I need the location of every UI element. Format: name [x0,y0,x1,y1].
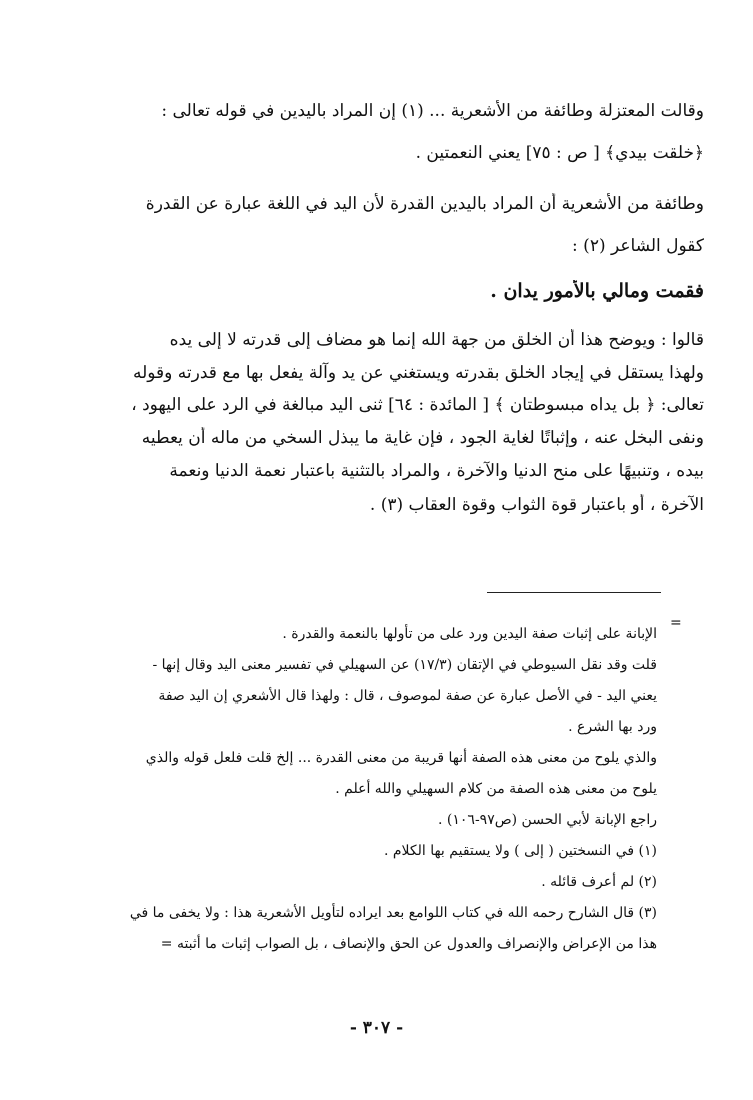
poetry-verse: فقمت ومالي بالأمور يدان . [490,280,704,302]
footnote-line: راجع الإبانة لأبي الحسن (ص٩٧-١٠٦) . [438,812,657,828]
text-line: ولهذا يستقل في إيجاد الخلق بقدرته ويستغني عن يد وآلة يفعل بها مع قدرته وقوله [132,363,704,383]
footnote-line: الإبانة على إثبات صفة اليدين ورد على من تأولها بالنعمة والقدرة . [282,626,657,642]
page-number: - ٣٠٧ - [349,1018,404,1038]
text-line: وقالت المعتزلة وطائفة من الأشعرية ... (١) إن المراد باليدين في قوله تعالى : [161,101,704,121]
text-line: تعالى: ﴿ بل يداه مبسوطتان ﴾ [ المائدة : ٦٤] ثنى اليد مبالغة في الرد على اليهود ، [131,395,704,415]
footnote-1: (١) في النسختين ( إلى ) ولا يستقيم بها الكلام . [383,843,657,859]
text-line: قالوا : ويوضح هذا أن الخلق من جهة الله إنما هو مضاف إلى قدرته لا إلى يده [169,330,704,350]
footnote-line: يعني اليد - في الأصل عبارة عن صفة لموصوف ، قال : ولهذا قال الأشعري إن اليد صفة [158,688,657,704]
text-line: بيده ، وتنبيهًا على منح الدنيا والآخرة ، والمراد بالتثنية باعتبار نعمة الدنيا ونعمة [169,461,704,481]
footnote-3: (٣) قال الشارح رحمه الله في كتاب اللوامع بعد ايراده لتأويل الأشعرية هذا : ولا يخفى ما في [129,905,657,921]
continuation-mark: = [670,615,682,631]
quran-quote-line: ﴿خلقت بيدي﴾ [ ص : ٧٥] يعني النعمتين . [415,143,704,163]
footnote-line: يلوح من معنى هذه الصفة من كلام السهيلي والله أعلم . [335,781,657,797]
text-line: كقول الشاعر (٢) : [572,236,704,256]
text-line: وطائفة من الأشعرية أن المراد باليدين القدرة لأن اليد في اللغة عبارة عن القدرة [145,194,704,214]
text-line: الآخرة ، أو باعتبار قوة الثواب وقوة العقاب (٣) . [369,495,704,515]
footnote-line: هذا من الإعراض والإنصراف والعدول عن الحق والإنصاف ، بل الصواب إثبات ما أثبته = [160,936,657,952]
footnote-line: ورد بها الشرع . [568,719,657,735]
text-line: ونفى البخل عنه ، وإثباتًا لغاية الجود ، فإن غاية ما يبذل السخي من ماله أن يعطيه [141,428,704,448]
footnote-separator [487,592,661,593]
footnote-2: (٢) لم أعرف قائله . [541,874,657,890]
footnote-line: قلت وقد نقل السيوطي في الإتقان (١٧/٣) عن السهيلي في تفسير معنى اليد وقال إنها - [152,657,657,673]
footnote-line: والذي يلوح من معنى هذه الصفة أنها قريبة من معنى القدرة ... إلخ قلت فلعل قوله والذي [145,750,657,766]
